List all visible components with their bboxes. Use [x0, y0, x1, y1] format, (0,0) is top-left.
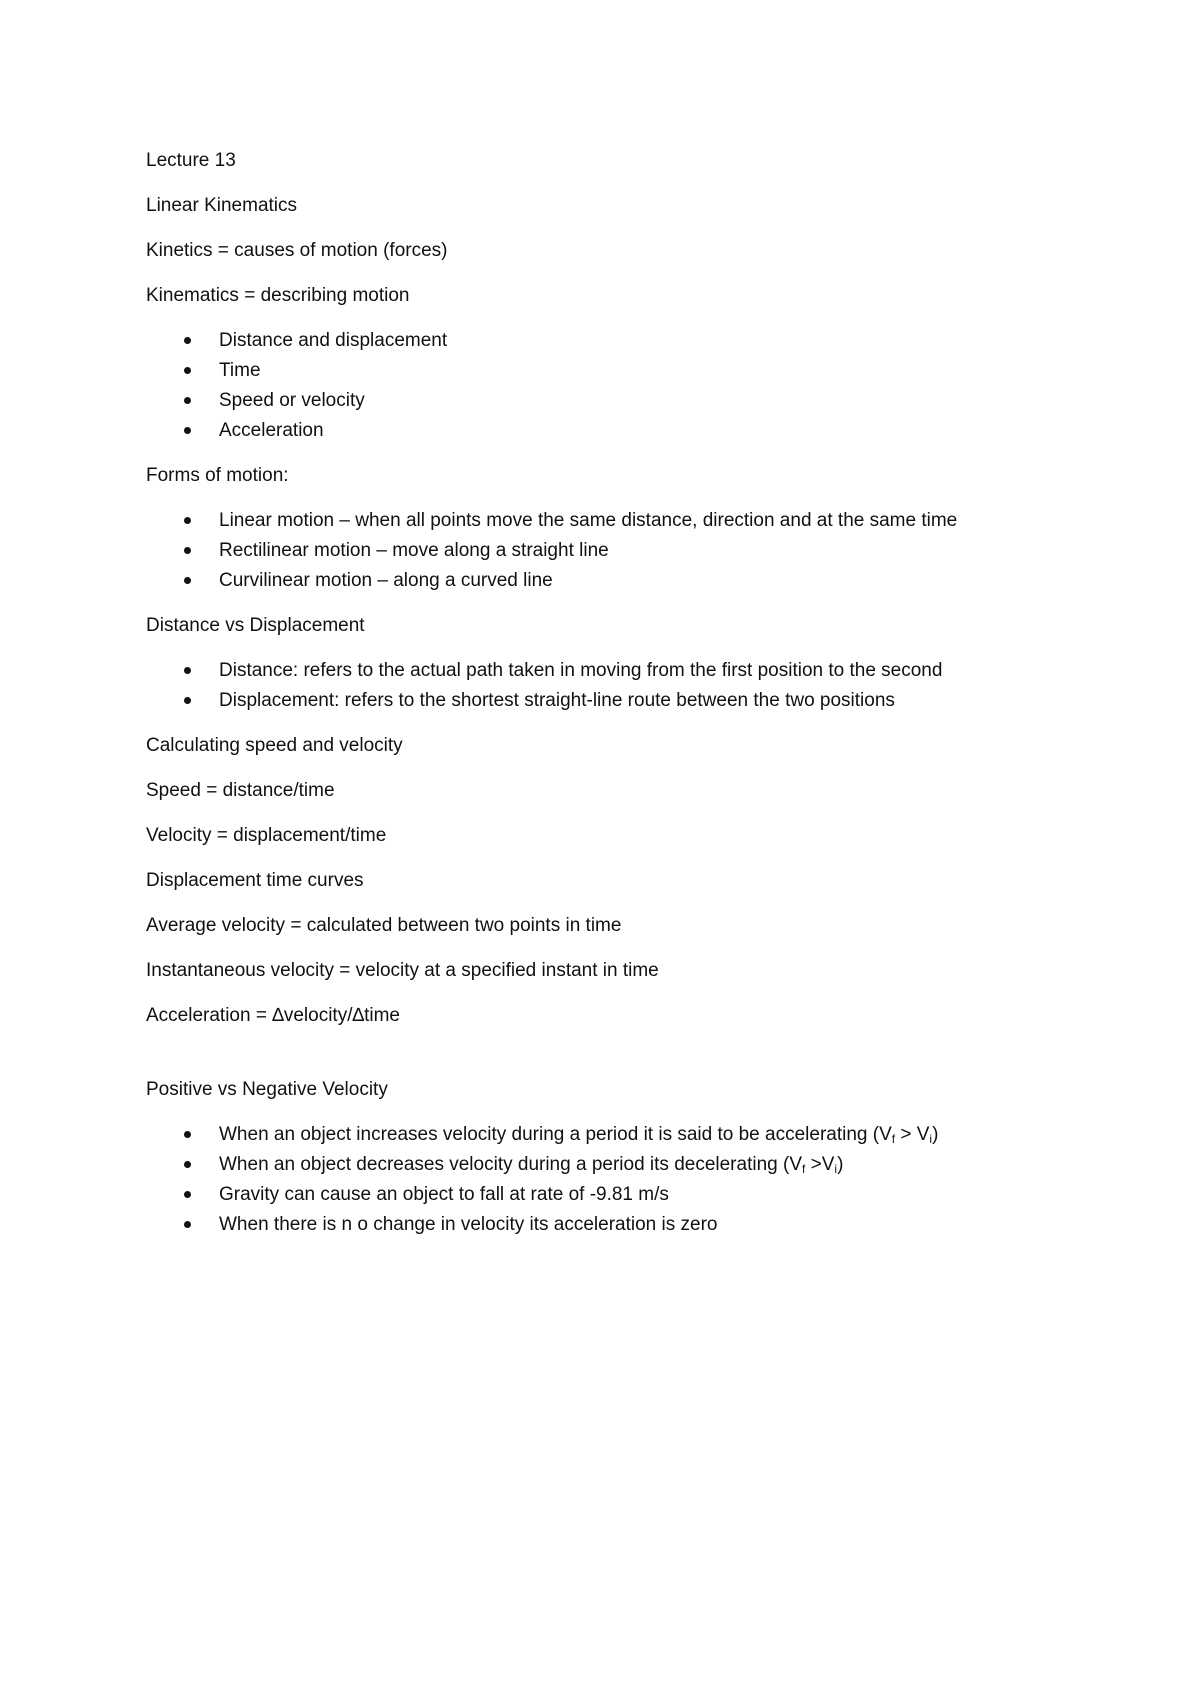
list-item — [146, 326, 1066, 356]
bullet-icon — [184, 1131, 191, 1138]
list-item-text: Speed or velocity — [219, 390, 365, 411]
speed-formula: Speed = distance/time — [146, 780, 335, 801]
topic-title: Linear Kinematics — [146, 195, 298, 216]
bullet-icon — [184, 667, 191, 674]
bullet-icon — [184, 697, 191, 704]
calc-heading: Calculating speed and velocity — [146, 735, 403, 756]
list-item — [146, 1180, 1066, 1210]
list-item-text: ) — [837, 1154, 844, 1175]
list-item-text: Distance: refers to the actual path taken in moving from the first position to the second — [219, 660, 943, 681]
bullet-icon — [184, 1191, 191, 1198]
list-item — [146, 1150, 1066, 1180]
list-item — [146, 686, 1066, 716]
forms-list — [146, 506, 1066, 596]
list-item — [146, 1120, 1066, 1150]
list-item-text: When there is n o change in velocity its acceleration is zero — [219, 1214, 718, 1235]
bullet-icon — [184, 397, 191, 404]
list-item — [146, 536, 1066, 566]
list-item-text: Distance and displacement — [219, 330, 448, 351]
list-item-text: >V — [805, 1154, 835, 1175]
list-item-text: > V — [895, 1124, 930, 1145]
list-item-text: ) — [932, 1124, 939, 1145]
list-item — [146, 506, 1066, 536]
bullet-icon — [184, 547, 191, 554]
list-item-text: Rectilinear motion – move along a straight line — [219, 540, 609, 561]
list-item-text: Linear motion – when all points move the same distance, direction and at the same time — [219, 510, 958, 531]
list-item-text: When an object increases velocity during a period it is said to be accelerating (V — [219, 1124, 892, 1145]
bullet-icon — [184, 1161, 191, 1168]
velocity-formula: Velocity = displacement/time — [146, 825, 387, 846]
list-item — [146, 356, 1066, 386]
list-item — [146, 566, 1066, 596]
lecture-title: Lecture 13 — [146, 150, 236, 171]
bullet-icon — [184, 517, 191, 524]
average-velocity: Average velocity = calculated between two points in time — [146, 915, 622, 936]
list-item-text: Curvilinear motion – along a curved line — [219, 570, 553, 591]
list-item — [146, 416, 1066, 446]
bullet-icon — [184, 367, 191, 374]
forms-heading: Forms of motion: — [146, 465, 289, 486]
pos-neg-heading: Positive vs Negative Velocity — [146, 1079, 388, 1100]
list-item-text: Gravity can cause an object to fall at rate of -9.81 m/s — [219, 1184, 669, 1205]
bullet-icon — [184, 337, 191, 344]
bullet-icon — [184, 427, 191, 434]
bullet-icon — [184, 577, 191, 584]
list-item-text: When an object decreases velocity during a period its decelerating (V — [219, 1154, 802, 1175]
document-body — [146, 146, 1066, 1255]
list-item-text: Acceleration — [219, 420, 324, 441]
list-item-text: Time — [219, 360, 261, 381]
list-item-text: Displacement: refers to the shortest straight-line route between the two positions — [219, 690, 895, 711]
distance-list — [146, 656, 1066, 716]
distance-heading: Distance vs Displacement — [146, 615, 365, 636]
curves-heading: Displacement time curves — [146, 870, 364, 891]
list-item — [146, 1210, 1066, 1240]
subscript-f: f — [891, 1132, 896, 1146]
kinetics-definition: Kinetics = causes of motion (forces) — [146, 240, 448, 261]
list-item — [146, 656, 1066, 686]
instantaneous-velocity: Instantaneous velocity = velocity at a specified instant in time — [146, 960, 659, 981]
bullet-icon — [184, 1221, 191, 1228]
acceleration-formula: Acceleration = ∆velocity/∆time — [146, 1005, 400, 1026]
subscript-i: i — [929, 1132, 933, 1146]
list-item — [146, 386, 1066, 416]
pos-neg-list — [146, 1120, 1066, 1240]
subscript-i: i — [834, 1162, 838, 1176]
kinematics-definition: Kinematics = describing motion — [146, 285, 410, 306]
kinematics-list — [146, 326, 1066, 446]
subscript-f: f — [802, 1162, 806, 1176]
